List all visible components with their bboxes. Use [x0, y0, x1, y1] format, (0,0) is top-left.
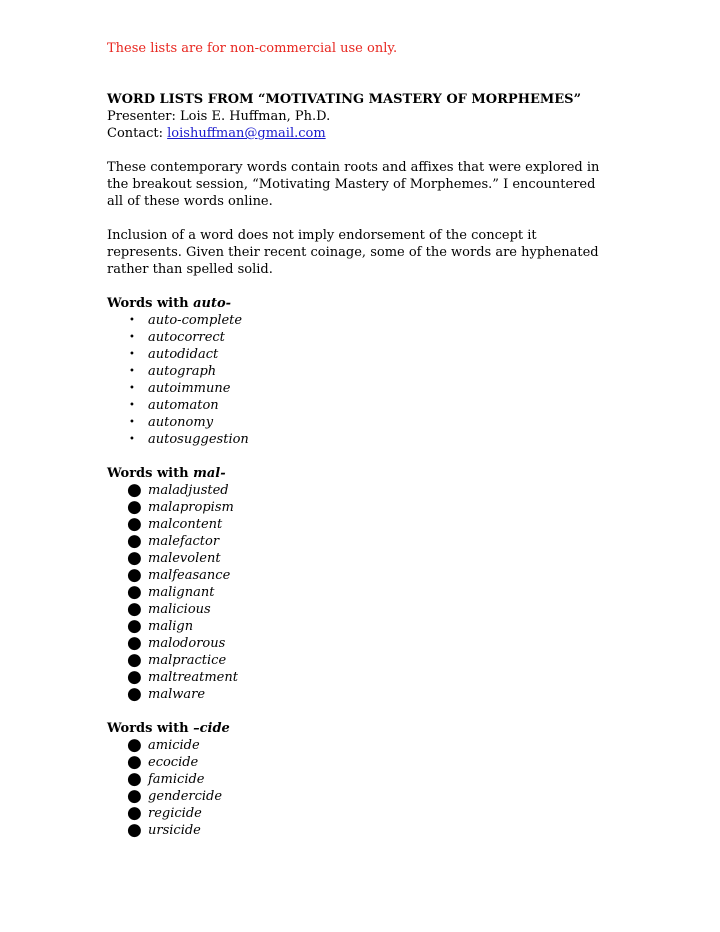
- word-text: malignant: [148, 585, 215, 600]
- list-item: [107, 822, 612, 839]
- intro-paragraph-2: Inclusion of a word does not imply endorsement of the concept it represents. Given their recent coinage, some of the words are hyphenated rather than spelled solid.: [107, 228, 599, 277]
- intro-paragraph-1: These contemporary words contain roots and affixes that were explored in the breakout session, “Motivating Mastery of Morphemes.” I encountered all of these words online.: [107, 160, 600, 209]
- bullet-icon: •: [129, 349, 135, 360]
- bullet-icon: ●: [127, 820, 142, 840]
- word-text: malware: [148, 687, 206, 702]
- section-heading-label: Words with: [107, 296, 194, 311]
- bullet-icon: ●: [127, 633, 142, 653]
- bullet-icon: ●: [127, 735, 142, 755]
- bullet-icon: ●: [127, 684, 142, 704]
- usage-notice: These lists are for non-commercial use only.: [107, 41, 398, 56]
- bullet-icon: ●: [127, 565, 142, 585]
- word-text: malicious: [148, 602, 211, 617]
- list-item: [107, 380, 612, 397]
- list-item: [107, 516, 612, 533]
- list-item: [107, 550, 612, 567]
- list-item: [107, 686, 612, 703]
- list-item: [107, 669, 612, 686]
- section-affix: mal-: [193, 466, 226, 481]
- section-heading-auto: [107, 295, 612, 312]
- word-text: malapropism: [148, 500, 234, 515]
- word-text: regicide: [148, 806, 202, 821]
- contact-line: [107, 125, 612, 142]
- word-text: malodorous: [148, 636, 226, 651]
- bullet-icon: ●: [127, 650, 142, 670]
- bullet-icon: •: [129, 332, 135, 343]
- word-text: famicide: [148, 772, 205, 787]
- bullet-icon: •: [129, 434, 135, 445]
- bullet-icon: ●: [127, 480, 142, 500]
- list-item: [107, 414, 612, 431]
- bullet-icon: •: [129, 366, 135, 377]
- word-text: maladjusted: [148, 483, 229, 498]
- list-item: [107, 567, 612, 584]
- list-item: [107, 618, 612, 635]
- list-item: [107, 601, 612, 618]
- bullet-icon: •: [129, 315, 135, 326]
- contact-label: Contact:: [107, 126, 168, 141]
- word-text: malpractice: [148, 653, 227, 668]
- list-item: [107, 652, 612, 669]
- bullet-icon: ●: [127, 497, 142, 517]
- list-item: [107, 431, 612, 448]
- bullet-icon: ●: [127, 514, 142, 534]
- list-item: [107, 499, 612, 516]
- presenter-line: Presenter: Lois E. Huffman, Ph.D.: [107, 109, 331, 124]
- bullet-icon: ●: [127, 769, 142, 789]
- section-heading-label: Words with: [107, 466, 194, 481]
- section-heading-label: Words with: [107, 721, 194, 736]
- bullet-icon: ●: [127, 582, 142, 602]
- word-text: autoimmune: [148, 381, 231, 396]
- word-list-cide: [107, 737, 612, 839]
- section-heading-mal: [107, 465, 612, 482]
- list-item: [107, 346, 612, 363]
- bullet-icon: ●: [127, 803, 142, 823]
- word-text: auto-complete: [148, 313, 243, 328]
- bullet-icon: ●: [127, 531, 142, 551]
- word-text: autodidact: [148, 347, 219, 362]
- word-text: autosuggestion: [148, 432, 249, 447]
- bullet-icon: ●: [127, 616, 142, 636]
- word-text: malign: [148, 619, 194, 634]
- word-text: maltreatment: [148, 670, 238, 685]
- list-item: [107, 312, 612, 329]
- section-affix: –cide: [193, 721, 230, 736]
- list-item: [107, 363, 612, 380]
- list-item: [107, 788, 612, 805]
- word-text: autonomy: [148, 415, 214, 430]
- document-page: [107, 40, 612, 839]
- bullet-icon: ●: [127, 786, 142, 806]
- bullet-icon: ●: [127, 599, 142, 619]
- list-item: [107, 397, 612, 414]
- list-item: [107, 584, 612, 601]
- bullet-icon: ●: [127, 752, 142, 772]
- word-text: malfeasance: [148, 568, 231, 583]
- word-list-auto: [107, 312, 612, 448]
- word-text: autocorrect: [148, 330, 225, 345]
- word-list-mal: [107, 482, 612, 703]
- word-text: malcontent: [148, 517, 223, 532]
- word-text: automaton: [148, 398, 219, 413]
- bullet-icon: ●: [127, 548, 142, 568]
- bullet-icon: •: [129, 417, 135, 428]
- bullet-icon: •: [129, 400, 135, 411]
- section-affix: auto-: [193, 296, 232, 311]
- document-title: WORD LISTS FROM “MOTIVATING MASTERY OF MORPHEMES”: [107, 92, 582, 107]
- list-item: [107, 737, 612, 754]
- list-item: [107, 754, 612, 771]
- list-item: [107, 533, 612, 550]
- word-text: malevolent: [148, 551, 221, 566]
- list-item: [107, 805, 612, 822]
- bullet-icon: •: [129, 383, 135, 394]
- word-text: gendercide: [148, 789, 223, 804]
- word-text: ursicide: [148, 823, 201, 838]
- contact-email-link[interactable]: loishuffman@gmail.com: [167, 126, 326, 141]
- bullet-icon: ●: [127, 667, 142, 687]
- word-text: amicide: [148, 738, 200, 753]
- list-item: [107, 482, 612, 499]
- word-text: ecocide: [148, 755, 199, 770]
- word-text: malefactor: [148, 534, 220, 549]
- list-item: [107, 771, 612, 788]
- word-text: autograph: [148, 364, 217, 379]
- list-item: [107, 635, 612, 652]
- section-heading-cide: [107, 720, 612, 737]
- list-item: [107, 329, 612, 346]
